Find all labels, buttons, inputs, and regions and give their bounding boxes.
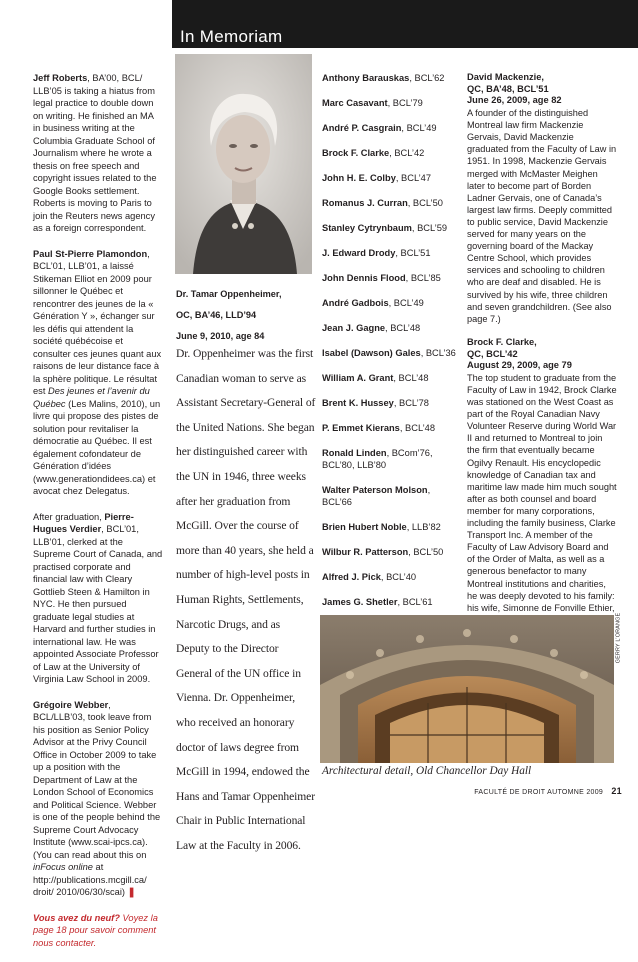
portrait-photo [175, 54, 312, 274]
obituary-name: Brock F. Clarke, [467, 336, 537, 347]
obituary-list-degree: , BCL’49 [388, 298, 424, 308]
obituary-body: The top student to graduate from the Faculty of Law in 1942, Brock Clarke was stationed on the West Coast as part of the Royal Canadian Navy Volunteer Reserve during World War II and returned to Montreal to join the firm that eventually became Ogilvy Renault. His encyclopedic knowledge of Canadian tax and maritime law made him much sought after as both counsel and board member for many corporations, including the family business, Clarke Transport Inc. A member of the Faculty of Law Advisory Board and of the Order of Malta, as well as a generous benefactor to many Montreal institutions and charities, he was deeply devoted to his family: his wife, Simonne de Fonville Ethier, [467, 372, 617, 626]
obituary-list-item [322, 172, 462, 184]
arch-illustration [320, 615, 614, 763]
obituary-list-name: John H. E. Colby [322, 173, 396, 183]
obituary-list-degree: , BCL’61 [397, 597, 433, 607]
feature-date: June 9, 2010, age 84 [176, 330, 265, 341]
obituary-degrees: QC, BCL’42 [467, 348, 518, 359]
person-name: Jeff Roberts [33, 73, 88, 83]
person-name: Grégoire Webber [33, 699, 109, 710]
photo-credit: GERRY L’ORANGE [615, 612, 622, 664]
obituary-list-name: Anthony Barauskas [322, 73, 410, 83]
obituary-list-name: André Gadbois [322, 298, 389, 308]
obituary-list-name: James G. Shetler [322, 597, 398, 607]
obituary-list-degree: , BCL’42 [389, 148, 425, 158]
obituary-list-degree: , LLB’82 [406, 522, 441, 532]
book-title: Des jeunes et l’avenir du Québec [33, 386, 150, 409]
obituary-list-name: John Dennis Flood [322, 273, 406, 283]
obituary-list-item [322, 347, 462, 359]
obituary-list-name: Ronald Linden [322, 448, 387, 458]
obituary-list-name: Alfred J. Pick [322, 572, 381, 582]
obituary-list-item [322, 147, 462, 159]
section-header [172, 0, 638, 48]
obituary-list-item [322, 272, 462, 284]
obituary-list-degree: , BCL’47 [395, 173, 432, 183]
obituary-list-name: Romanus J. Curran [322, 198, 408, 208]
obituary-list-item [322, 397, 462, 409]
page-folio [474, 786, 622, 796]
obituary-list-degree: , BCom’76, BCL’80, LLB’80 [322, 448, 433, 470]
obituary-list-item [322, 197, 462, 209]
obituary-list-item [322, 322, 462, 334]
obituary-list-item [322, 447, 462, 471]
obituary-list-name: J. Edward Drody [322, 248, 396, 258]
page-number: 21 [611, 786, 622, 796]
obituary-list-item [322, 72, 462, 84]
obituary-list-degree: , BCL’79 [387, 98, 423, 108]
person-name: Pierre-Hugues Verdier [33, 511, 134, 534]
obituary-list-degree: , BCL’50 [407, 198, 443, 208]
publication-name: FACULTÉ DE DROIT [474, 789, 546, 796]
obituary-list-name: Stanley Cytrynbaum [322, 223, 412, 233]
obituary-list-degree: , BCL’59 [411, 223, 448, 233]
obituary-list-degree: , BCL’50 [408, 547, 444, 557]
obituary-list-name: P. Emmet Kierans [322, 423, 400, 433]
obituary-list-item [322, 247, 462, 259]
obituary-list-degree: , BCL’48 [399, 423, 436, 433]
obituary-list-name: André P. Casgrain [322, 123, 402, 133]
obituary-list-degree: , BCL’78 [393, 398, 429, 408]
contact-note: Vous avez du neuf? Voyez la page 18 pour savoir comment nous contacter. [33, 912, 158, 948]
news-item: Jeff Roberts, BA’00, BCL/ LLB’05 is taking a hiatus from legal practice to double down on writing. He finished an MA in business writing at the Columbia Graduate School of Journalism where he wrote a thesis on free speech and copyright issues related to the Google Books settlement. Roberts is moving to Paris to join the Reuters news agency as a foreign correspondent. [33, 73, 157, 233]
obituary-list-item [322, 571, 462, 583]
obituary-list-item [322, 596, 462, 608]
obituary-list-degree: , BCL’48 [385, 323, 421, 333]
obituary-list-name: Jean J. Gagne [322, 323, 386, 333]
portrait-illustration [175, 54, 312, 274]
end-mark: ❚ [127, 887, 136, 897]
obituary-list-item [322, 372, 462, 384]
obituary-list-degree: , BCL’62 [409, 73, 445, 83]
obituary-list-item [322, 222, 462, 234]
obituary-list-degree: , BCL’36 [420, 348, 456, 358]
obituary-body: A founder of the distinguished Montreal law firm Mackenzie Gervais, David Mackenzie graduated from the Faculty of Law in 1951. In 1998, Mackenzie Gervais merged with McMaster Meighen later to become part of Borden Ladner Gervais, one of Canada’s largest law firms. Deeply committed to public service, David Mackenzie served for many years on the governing board of the Mackay Centre School, which provides services and schooling to children who are deaf and disabled. He is survived by his wife, three children and seven grandchildren. (See also page 7.) [467, 108, 617, 324]
obituary-list-name: Marc Casavant [322, 98, 388, 108]
obituary-list-item [322, 484, 462, 508]
obituary-mackenzie [467, 72, 617, 325]
issue-season: AUTOMNE 2009 [547, 789, 604, 796]
photo-caption: Architectural detail, Old Chancellor Day Hall [322, 765, 532, 777]
section-title: In Memoriam [180, 27, 283, 46]
obituary-clarke [467, 337, 617, 626]
obituary-list-name: Wilbur R. Patterson [322, 547, 409, 557]
news-item: Grégoire Webber, BCL/LLB’03, took leave from his position as Senior Policy Advisor at the Privy Council Office in October 2009 to take up a position with the Department of Law at the London School of Economics and Political Science. Webber is one of the people behind the Supreme Court Advocacy Institute (www.scai-ipcs.ca). (You can read about this on inFocus online at http://publications.mcgill.ca/ droit/ 2010/06/30/scai) ❚ [33, 699, 161, 897]
obituary-list-degree: , BCL’51 [395, 248, 431, 258]
feature-name: Dr. Tamar Oppenheimer, [176, 289, 282, 299]
alumni-news-column [33, 72, 163, 962]
news-item: After graduation, Pierre-Hugues Verdier, BCL’01, LLB’01, clerked at the Supreme Court of Canada, and practised corporate and financial law with Cleary Gottlieb Steen & Hamilton in NYC. He then pursued graduate legal studies at Harvard and further studies in international law. He was appointed Associate Professor of Law at the University of Virginia Law School in 2009. [33, 511, 163, 684]
obituary-list-name: Isabel (Dawson) Gales [322, 348, 421, 358]
obituary-list-degree: , BCL’66 [322, 485, 431, 507]
obituary-list-name: Brent K. Hussey [322, 398, 394, 408]
obituary-list-degree: , BCL’48 [393, 373, 429, 383]
feature-degrees: OC, BA’46, LLD’94 [176, 309, 257, 320]
architectural-photo [320, 615, 614, 763]
obituary-list-item [322, 521, 462, 533]
obituary-list-item [322, 422, 462, 434]
obituary-names-list [322, 72, 462, 696]
obituary-degrees: QC, BA’48, BCL’51 [467, 83, 549, 94]
obituaries-column [467, 72, 617, 626]
feature-obituary-header [176, 284, 316, 346]
obituary-list-degree: , BCL’40 [380, 572, 417, 582]
obituary-list-item [322, 122, 462, 134]
person-name: Paul St-Pierre Plamondon [33, 248, 148, 259]
obituary-list-name: Walter Paterson Molson [322, 485, 428, 495]
obituary-date: June 26, 2009, age 82 [467, 95, 562, 106]
obituary-list-item [322, 97, 462, 109]
obituary-list-name: Brock F. Clarke [322, 148, 390, 158]
obituary-list-degree: , BCL’49 [401, 123, 437, 133]
obituary-list-item [322, 297, 462, 309]
news-item: Paul St-Pierre Plamondon, BCL’01, LLB’01, a laissé Stikeman Elliot en 2009 pour sillonner le Québec et rencontrer des jeunes de la « Génération Y », échanger sur les défis qui attendent la société québécoise et consulter ces jeunes quant aux raisons de leur distance face à la sphère politique. Le résultat est Des jeunes et l’avenir du Québec (Les Malins, 2010), un livre qui propose des pistes de solution pour revitaliser la démocratie au Québec. Il est également cofondateur de Génération d’idées (www.generationdidees.ca) et avocat chez Delegatus. [33, 248, 162, 496]
obituary-name: David Mackenzie, [467, 72, 544, 82]
obituary-list-degree: , BCL’85 [405, 273, 441, 283]
obituary-list-name: William A. Grant [322, 373, 394, 383]
obituary-list-item [322, 546, 462, 558]
obituary-list-name: Brien Hubert Noble [322, 522, 407, 532]
feature-obituary-body: Dr. Oppenheimer was the first Canadian woman to serve as Assistant Secretary-General of the United Nations. She began her distinguished career with the UN in 1946, three weeks after her graduation from McGill. Over the course of more than 40 years, she held a number of high-level posts in Human Rights, Settlements, Narcotic Drugs, and as Deputy to the Director General of the UN office in Vienna. Dr. Oppenheimer, who received an honorary doctor of laws degree from McGill in 1994, endowed the Hans and Tamar Oppenheimer Chair in Public International Law at the Faculty in 2006. [176, 347, 316, 852]
obituary-date: August 29, 2009, age 79 [467, 360, 572, 371]
